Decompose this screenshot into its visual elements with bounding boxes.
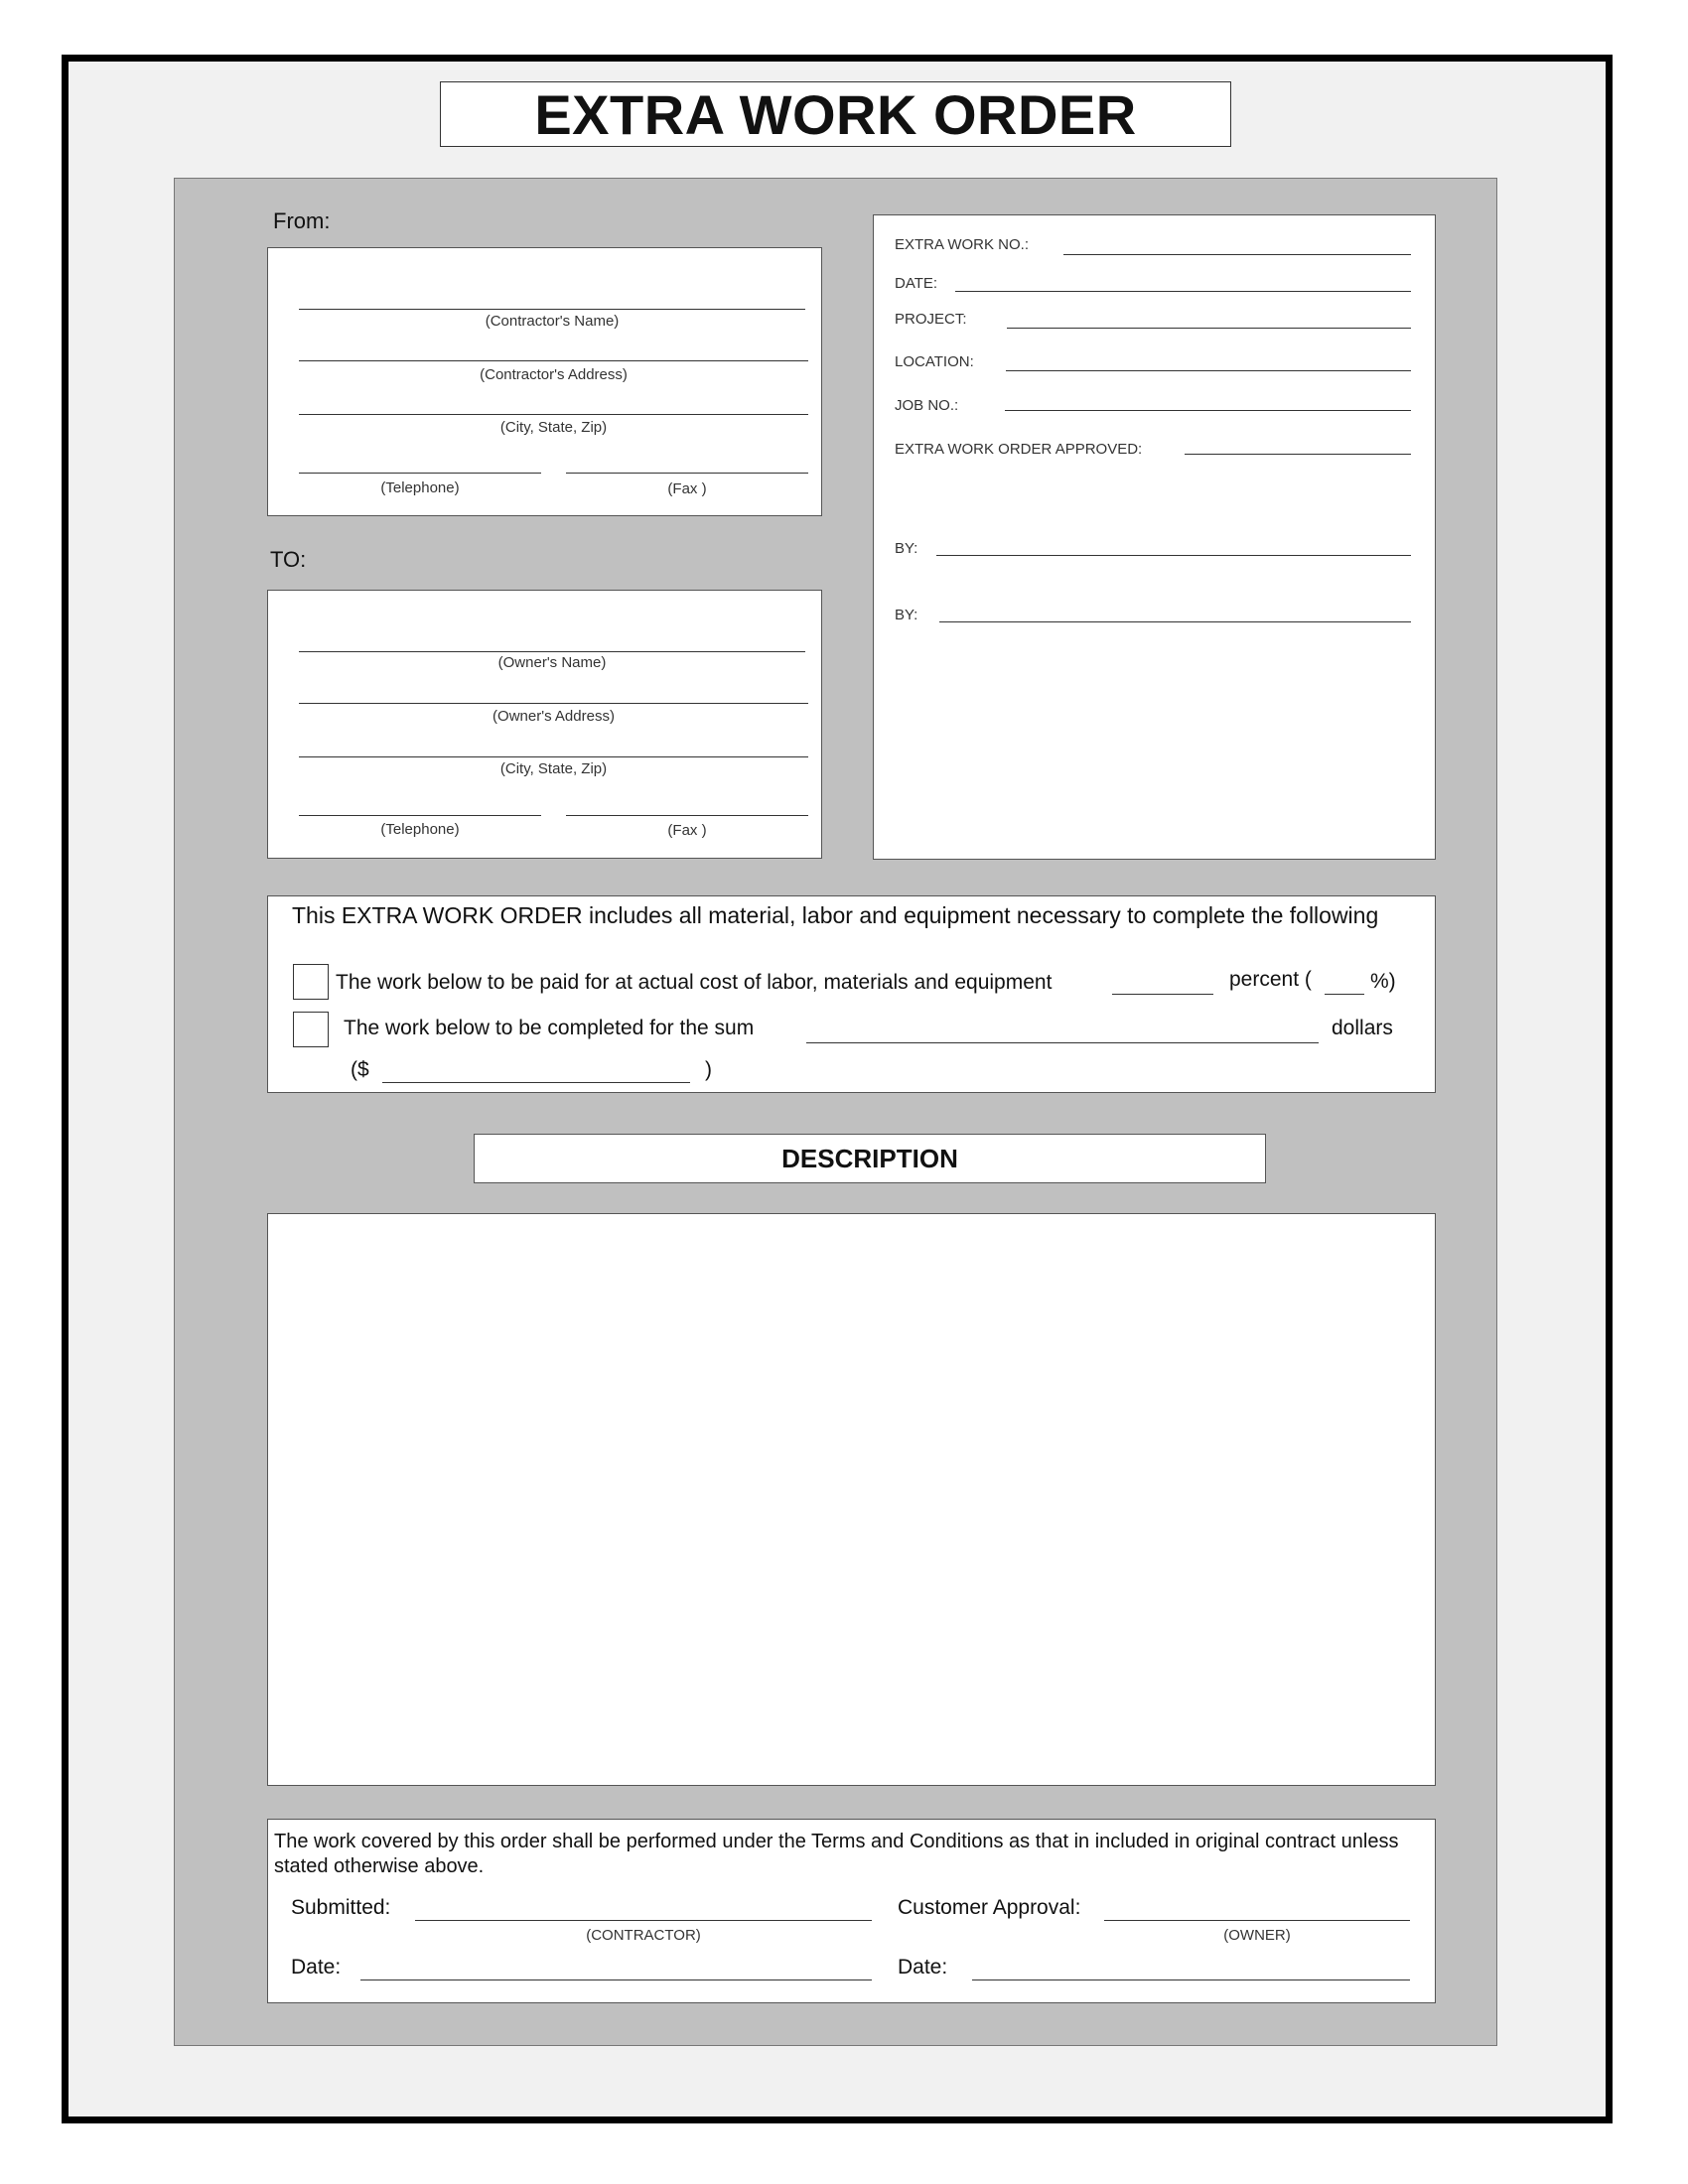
date-left-field[interactable] [360, 1979, 872, 1980]
project-field[interactable] [1007, 328, 1411, 329]
percent-open-text: percent ( [1229, 968, 1312, 991]
owner-name-field[interactable] [299, 651, 805, 652]
extra-work-no-field[interactable] [1063, 254, 1411, 255]
description-title: DESCRIPTION [474, 1134, 1266, 1183]
description-area[interactable] [267, 1213, 1436, 1786]
date-label: DATE: [895, 275, 938, 292]
date-right-field[interactable] [972, 1979, 1410, 1980]
option-sum-text: The work below to be completed for the sum [344, 1017, 755, 1039]
terms-conditions-text: The work covered by this order shall be performed under the Terms and Conditions as that in included in original contract unless stated otherwise above. [274, 1831, 1399, 1877]
document-title: EXTRA WORK ORDER [440, 81, 1231, 147]
by-field-1[interactable] [936, 555, 1411, 556]
contractor-city-caption: (City, State, Zip) [499, 419, 608, 436]
location-label: LOCATION: [895, 353, 974, 370]
to-label: TO: [270, 547, 307, 572]
dollars-text: dollars [1332, 1017, 1393, 1039]
submitted-signature-field[interactable] [415, 1920, 872, 1921]
signature-box [267, 1819, 1436, 2003]
to-box [267, 590, 822, 859]
sum-amount-field[interactable] [382, 1082, 690, 1083]
work-info-box [873, 214, 1436, 860]
by-label-1: BY: [895, 540, 918, 557]
contractor-telephone-field[interactable] [299, 473, 541, 474]
owner-address-field[interactable] [299, 703, 808, 704]
contractor-telephone-caption: (Telephone) [380, 479, 460, 496]
dollar-open-text: ($ [351, 1058, 369, 1081]
owner-name-caption: (Owner's Name) [497, 654, 607, 671]
from-label: From: [273, 208, 331, 233]
dollar-close-text: ) [705, 1058, 712, 1081]
contractor-address-field[interactable] [299, 360, 808, 361]
terms-box [267, 895, 1436, 1093]
submitted-label: Submitted: [291, 1896, 391, 1919]
approved-field[interactable] [1185, 454, 1411, 455]
location-field[interactable] [1006, 370, 1411, 371]
date-field[interactable] [955, 291, 1411, 292]
percent-field[interactable] [1325, 994, 1364, 995]
extra-work-no-label: EXTRA WORK NO.: [895, 236, 1030, 253]
option-cost-checkbox[interactable] [293, 964, 329, 1000]
owner-fax-field[interactable] [566, 815, 808, 816]
customer-approval-field[interactable] [1104, 1920, 1410, 1921]
contractor-caption: (CONTRACTOR) [586, 1927, 701, 1944]
customer-approval-label: Customer Approval: [898, 1896, 1081, 1919]
owner-caption: (OWNER) [1223, 1927, 1291, 1944]
by-label-2: BY: [895, 607, 918, 623]
by-field-2[interactable] [939, 621, 1411, 622]
owner-address-caption: (Owner's Address) [492, 708, 615, 725]
owner-telephone-field[interactable] [299, 815, 541, 816]
contractor-name-caption: (Contractor's Name) [485, 313, 620, 330]
job-no-field[interactable] [1005, 410, 1411, 411]
contractor-address-caption: (Contractor's Address) [480, 366, 628, 383]
date-left-label: Date: [291, 1956, 342, 1979]
owner-city-field[interactable] [299, 756, 808, 757]
contractor-name-field[interactable] [299, 309, 805, 310]
percent-close-text: %) [1370, 970, 1396, 993]
owner-city-caption: (City, State, Zip) [499, 760, 608, 777]
option-cost-text: The work below to be paid for at actual cost of labor, materials and equipment [336, 971, 1053, 994]
contractor-fax-field[interactable] [566, 473, 808, 474]
contractor-fax-caption: (Fax ) [667, 480, 707, 497]
from-box [267, 247, 822, 516]
approved-label: EXTRA WORK ORDER APPROVED: [895, 441, 1143, 458]
owner-fax-caption: (Fax ) [667, 822, 707, 839]
job-no-label: JOB NO.: [895, 397, 959, 414]
contractor-city-field[interactable] [299, 414, 808, 415]
date-right-label: Date: [898, 1956, 948, 1979]
option-sum-checkbox[interactable] [293, 1012, 329, 1047]
option-cost-amount-field[interactable] [1112, 994, 1213, 995]
project-label: PROJECT: [895, 311, 967, 328]
owner-telephone-caption: (Telephone) [380, 821, 460, 838]
terms-intro: This EXTRA WORK ORDER includes all material, labor and equipment necessary to complete the following [292, 902, 1379, 928]
sum-words-field[interactable] [806, 1042, 1319, 1043]
